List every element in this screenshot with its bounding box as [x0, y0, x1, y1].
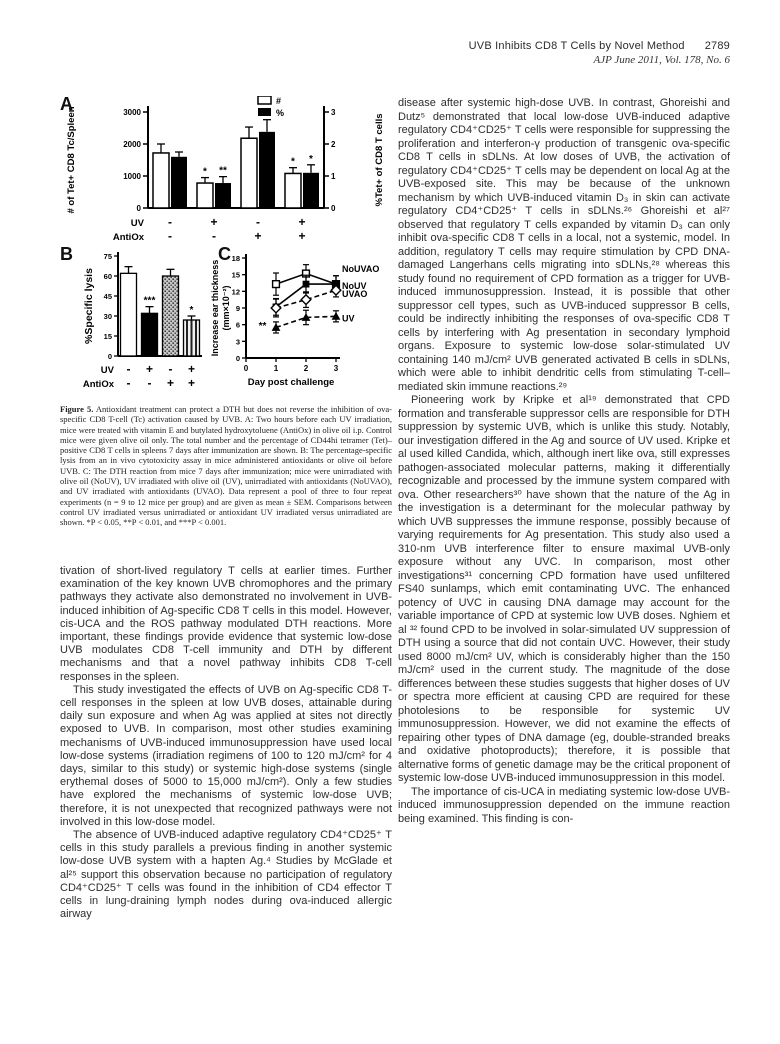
svg-text:%Specific lysis: %Specific lysis [83, 268, 95, 344]
figure5-panel-b [60, 246, 210, 400]
svg-text:-: - [126, 376, 131, 390]
svg-text:**: ** [258, 321, 267, 333]
panel-a-label: A [60, 94, 73, 114]
svg-text:18: 18 [231, 254, 240, 263]
figure-caption-text: Antioxidant treatment can protect a DTH but does not reverse the inhibition of ova-specific CD8 T-cell (Tc) activation caused by UVB. A: Two hours before each UV irradiation, mice were treated with vitamin E and butylated hydroxytoluene (AntiOx) in olive oil i.p. Control mice were given olive oil only. The total number and the percentage of CD44hi tetramer (Tet)–positive CD8 T cells in spleens 7 days after immunization are shown. B: The percentage-specific lysis from an in vivo cytotoxicity assay in mice administered antioxidants or olive oil before UVB. C: The DTH reaction from mice 7 days after immunization; mice were unirradiated with olive oil (NoUV), UV irradiated with olive oil (UV), unirradiated with antioxidants (NoUVAO), and UV irradiated with antioxidants (UVAO). Data represent a pool of three to four repeat experiments (n = 9 to 12 mice per group) and are given as mean ± SEM. Comparisons between control UV irradiated versus unirradiated or antioxidant UV irradiated versus unirradiated are shown. *P < 0.05, **P < 0.01, and ***P < 0.001. [60, 404, 392, 528]
svg-text:+: + [187, 362, 196, 376]
figure-caption-label: Figure 5. [60, 404, 94, 414]
panel-a-legend [258, 96, 284, 118]
figure5-panel-c [210, 246, 392, 400]
svg-text:3000: 3000 [123, 108, 141, 117]
svg-text:%: % [276, 108, 285, 118]
svg-text:+: + [145, 362, 154, 376]
svg-text:UV: UV [130, 218, 144, 229]
svg-text:*: * [309, 153, 313, 165]
svg-text:+: + [210, 215, 218, 229]
svg-text:+: + [254, 229, 262, 243]
svg-text:-: - [256, 215, 260, 229]
svg-text:Increase ear thickness: Increase ear thickness [210, 259, 220, 357]
svg-text:45: 45 [103, 292, 112, 301]
svg-text:1000: 1000 [123, 172, 141, 181]
svg-text:NoUVAO: NoUVAO [342, 264, 380, 275]
svg-text:30: 30 [103, 312, 112, 321]
svg-text:3: 3 [331, 108, 336, 117]
svg-text:# of Tet+ CD8 Tc/Spleen: # of Tet+ CD8 Tc/Spleen [66, 106, 77, 214]
svg-text:AntiOx: AntiOx [112, 232, 144, 243]
svg-text:%Tet+ of CD8 T cells: %Tet+ of CD8 T cells [374, 113, 385, 207]
svg-text:-: - [126, 362, 131, 376]
svg-text:+: + [166, 376, 175, 390]
panel-c-chart [210, 246, 392, 400]
svg-text:3: 3 [235, 337, 240, 347]
svg-text:0: 0 [235, 354, 240, 363]
right-column [398, 97, 730, 826]
svg-text:*: * [291, 156, 295, 168]
panel-c-label: C [218, 244, 231, 264]
svg-text:75: 75 [103, 252, 112, 261]
figure5-panels-bc [60, 246, 392, 400]
figure5-panel-a [60, 96, 392, 246]
svg-text:0: 0 [136, 204, 141, 213]
svg-text:15: 15 [103, 332, 112, 341]
svg-text:AntiOx: AntiOx [82, 379, 114, 390]
svg-text:+: + [298, 215, 306, 229]
panel-b-chart [60, 246, 210, 400]
svg-text:3: 3 [333, 364, 339, 373]
svg-text:-: - [168, 362, 173, 376]
svg-text:-: - [147, 376, 152, 390]
svg-text:+: + [187, 376, 196, 390]
svg-text:1: 1 [331, 172, 336, 181]
svg-text:60: 60 [103, 272, 112, 281]
page-header [400, 40, 730, 66]
running-title: UVB Inhibits CD8 T Cells by Novel Method [468, 40, 685, 52]
running-head [400, 40, 730, 52]
svg-text:-: - [212, 229, 216, 243]
svg-text:0: 0 [243, 364, 249, 373]
svg-text:UV: UV [342, 313, 355, 324]
journal-citation: AJP June 2011, Vol. 178, No. 6 [593, 54, 730, 66]
paragraph: The absence of UVB-induced adaptive regulatory CD4⁺CD25⁺ T cells in this study parallels a previous finding in another systemic low-dose UVB system with a hapten Ag.⁴ Studies by McGlade et al²⁵ support this observation because no participation of regulatory CD4⁺CD25⁺ T cells was found in the inhibition of CD4 effector T cells in lung-draining lymph nodes during ova-induced allergic airway [60, 829, 392, 921]
paragraph: disease after systemic high-dose UVB. In contrast, Ghoreishi and Dutz⁵ demonstrated that local low-dose UVB-induced adaptive regulatory CD4⁺CD25⁺ T cells were responsible for suppressing the proliferation and interferon-γ production of transgenic ova-specific CD8 T cells in sDLNs. At low doses of UVB, the activation of regulatory CD4⁺CD25⁺ T cells may be dependent on local Ag at the UVB-exposed site. This may be because of the unknown mechanism by which UVB-induced vitamin D₃ in skin can activate regulatory CD4⁺CD25⁺ T cells in sDLNs.²⁶ Ghoreishi et al²⁷ observed that regulatory T cells expanded by vitamin D₃ can only inhibit ova-specific CD8 T cells in a local, not a systemic, model. In addition, regulatory T cells may require stimulation by CPD DNA-damaged Langerhans cells migrating into sDLNs,²⁸ whereas this study found no requirement of CPD formation as a trigger for UVB-induced immunosuppression. Instead, it is possible that other suppressor cell types, such as UVB-induced suppressor B cells, could be indirectly inhibiting the responses of ova-specific CD8 T cells by interfering with Ag presentation in secondary lymphoid organs. Exposure to systemic low-dose solar-stimulated UV containing 140 mJ/cm² UVB generated activated B cells in sDLNs, which were able to inhibit dendritic cells from stimulating T-cell–mediated skin immune reactions.²⁹ [398, 97, 730, 393]
svg-text:2: 2 [331, 140, 336, 149]
svg-text:9: 9 [235, 304, 240, 313]
panel-b-label: B [60, 244, 73, 264]
svg-text:*: * [189, 305, 194, 316]
svg-text:-: - [168, 215, 172, 229]
svg-text:***: *** [143, 295, 156, 307]
svg-text:#: # [276, 96, 282, 106]
panel-a-chart [60, 96, 392, 246]
svg-text:2000: 2000 [123, 140, 141, 149]
svg-text:UVAO: UVAO [342, 289, 368, 300]
figure-caption [60, 404, 392, 528]
svg-text:**: ** [219, 165, 227, 177]
svg-text:(mm×10⁻²): (mm×10⁻²) [221, 285, 231, 331]
svg-text:12: 12 [231, 287, 240, 297]
paragraph: tivation of short-lived regulatory T cells at earlier times. Further examination of the key known UVB chromophores and the primary pathways they activate also demonstrated no involvement in UVB-induced inhibition of Ag-specific CD8 T cells in this model. However, cis-UCA and the ROS pathway modulated DTH reactions. More important, these findings provide evidence that systemic low-dose UVB modulates CD8 T-cell immunity and DTH by different mechanisms and that a novel pathway inhibits CD8 T-cell responses in the spleen. [60, 565, 392, 683]
figure-5 [60, 96, 392, 528]
svg-text:UV: UV [100, 365, 114, 376]
svg-text:NoUV: NoUV [342, 281, 367, 292]
svg-text:2: 2 [303, 364, 309, 373]
svg-text:-: - [168, 229, 172, 243]
paragraph: The importance of cis-UCA in mediating systemic low-dose UVB-induced immunosuppression depended on the immune reaction being examined. This finding is con- [398, 785, 730, 825]
page-number: 2789 [704, 40, 730, 52]
paragraph: This study investigated the effects of UVB on Ag-specific CD8 T-cell responses in the spleen at low UVB doses, attainable during daily sun exposure and when Ag was applied at sites not directly exposed to UVB. In comparison, most other studies examining mechanisms of UVB-induced immunosuppression have used local low-dose systems (irradiation regimens of 100 to 120 mJ/cm² for 4 days, similar to this study) or systemic high-dose systems (single erythemal doses of 5000 to 15,000 mJ/cm²). Only a few studies have explored the mechanisms of systemic low-dose UVB; therefore, it is not unexpected that recognized pathways were not involved in this low-dose model. [60, 683, 392, 828]
svg-text:1: 1 [273, 364, 279, 373]
svg-text:0: 0 [107, 352, 112, 361]
left-column [60, 565, 392, 921]
svg-text:15: 15 [231, 270, 240, 280]
svg-text:0: 0 [331, 204, 336, 213]
svg-text:+: + [298, 229, 306, 243]
svg-text:6: 6 [235, 320, 240, 330]
paragraph: Pioneering work by Kripke et al¹⁹ demonstrated that CPD formation and transferable suppressor cells are responsible for DTH suppression by systemic UVB, which is unlike this study. Notably, our investigation differed in the Ag and source of UV used. Kripke et al used killed Candida, which, although inert like ova, still expresses pathogen-associated molecular patterns, making it differentially recognizable and processed by the immune system compared with ova. Other researchers³⁰ have shown that the nature of the Ag in the investigation is a determinant for the molecular pathway by which UVB suppresses the immune response, possibly because of varying requirements for Ag presentation. This study also used a 310-nm UVB interference filter to ensure maximal UVB-only exposure without any UVC. In comparison, most other investigations³¹ concerning CPD formation have used unfiltered FS40 sunlamps, which emit contaminating UVC. The enhanced potency of UVC in causing DNA damage may account for the variable importance of CPD at systemic low UVB doses. Nghiem et al ³² found CPD to be involved in solar-simulated UV suppression of DTH using a source that did not contain UVC. However, their study used 8000 mJ/cm² UV, which is considerably higher than the 150 mJ/cm² used in the current study. The magnitude of the dose differences between these studies suggests that higher doses of UV or spectra more efficient at causing CPD are required for these photolesions to be responsible for systemic UV immunosuppression. However, we did not examine the effects of repairing other types of DNA damage (eg, double-stranded breaks and oxidative photoproducts); therefore, it is possible that alternative forms of genetic damage may be the critical proponent of systemic low-dose UVB-induced immunosuppression in this model. [398, 394, 730, 784]
svg-text:*: * [203, 166, 207, 178]
svg-text:Day post challenge: Day post challenge [247, 377, 335, 388]
